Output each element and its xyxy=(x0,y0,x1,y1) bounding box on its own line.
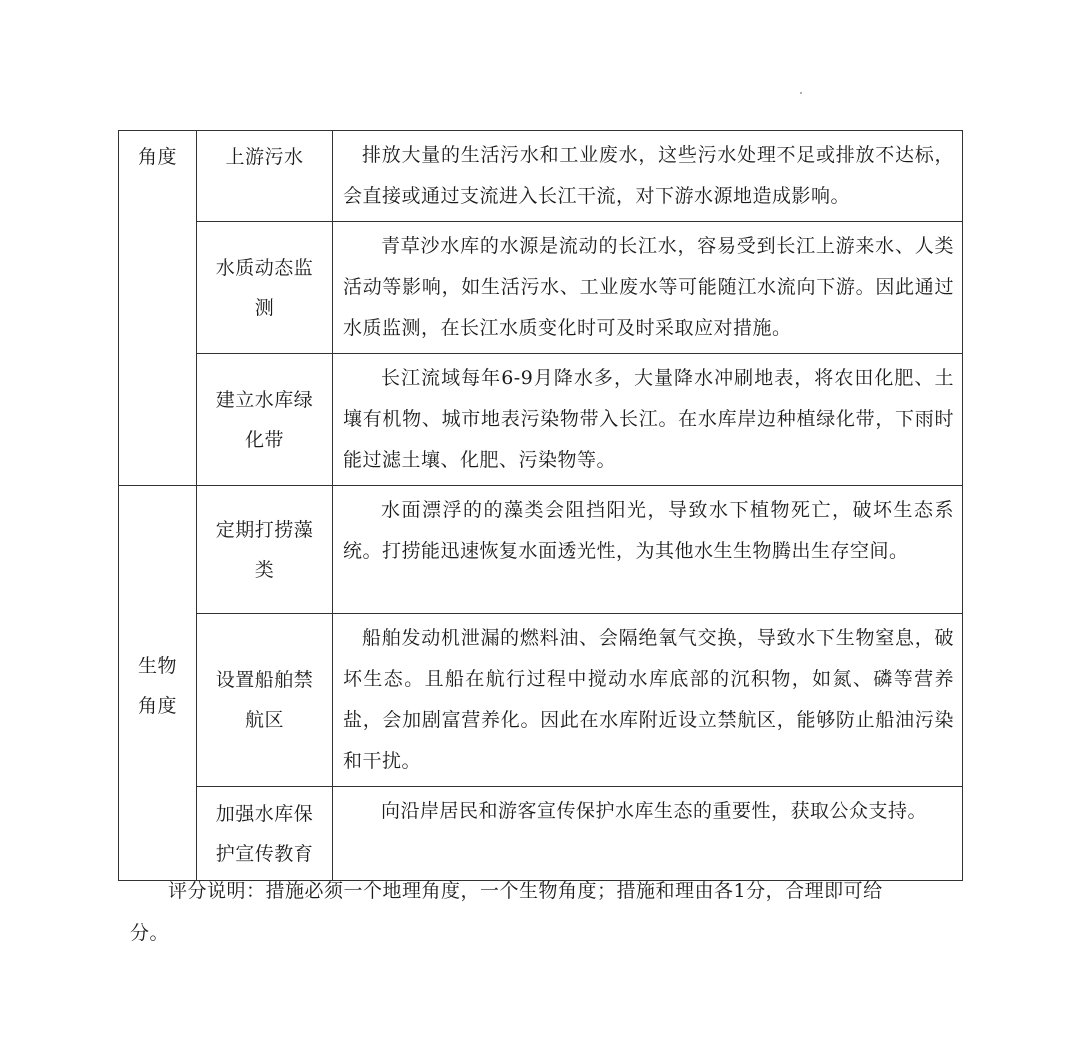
table-row xyxy=(119,787,963,881)
measure-label: 定期打捞藻类 xyxy=(215,518,314,581)
table-row xyxy=(119,486,963,614)
measure-label: 上游污水 xyxy=(225,146,304,168)
reason-text: 船舶发动机泄漏的燃料油、会隔绝氧气交换，导致水下生物窒息，破坏生态。且船在航行过程中搅动水库底部的沉积物，如氮、磷等营养盐，会加剧富营养化。因此在水库附近设立禁航区，能够防止船油污染和干扰。 xyxy=(343,627,954,772)
table-row xyxy=(119,222,963,354)
reason-cell xyxy=(333,222,963,354)
reason-text: 青草沙水库的水源是流动的长江水，容易受到长江上游来水、人类活动等影响，如生活污水、工业废水等可能随江水流向下游。因此通过水质监测，在长江水质变化时可及时采取应对措施。 xyxy=(343,235,954,339)
reason-cell xyxy=(333,354,963,486)
measure-cell xyxy=(197,131,333,222)
reason-cell xyxy=(333,486,963,614)
table-row xyxy=(119,354,963,486)
aspect-label: 生物角度 xyxy=(137,655,177,717)
reason-text: 长江流域每年6-9月降水多，大量降水冲刷地表，将农田化肥、土壤有机物、城市地表污染物带入长江。在水库岸边种植绿化带，下雨时能过滤土壤、化肥、污染物等。 xyxy=(343,367,954,471)
reason-cell xyxy=(333,787,963,881)
reason-cell xyxy=(333,614,963,787)
measure-cell xyxy=(197,787,333,881)
measure-cell xyxy=(197,486,333,614)
measure-label: 加强水库保护宣传教育 xyxy=(215,802,314,865)
answer-table xyxy=(118,130,963,881)
measure-label: 建立水库绿化带 xyxy=(215,388,314,451)
measure-label: 设置船舶禁航区 xyxy=(215,669,314,731)
aspect-label: 角度 xyxy=(137,146,177,168)
measure-label: 水质动态监测 xyxy=(215,256,314,319)
measure-cell xyxy=(197,354,333,486)
measure-cell xyxy=(197,222,333,354)
scoring-note: 评分说明：措施必须一个地理角度，一个生物角度；措施和理由各1分，合理即可给分。 xyxy=(130,880,883,944)
reason-text: 向沿岸居民和游客宣传保护水库生态的重要性，获取公众支持。 xyxy=(381,800,928,822)
aspect-cell xyxy=(119,131,197,486)
reason-text: 排放大量的生活污水和工业废水，这些污水处理不足或排放不达标，会直接或通过支流进入长江干流，对下游水源地造成影响。 xyxy=(343,144,954,207)
measure-cell xyxy=(197,614,333,787)
scan-speck xyxy=(800,92,802,94)
reason-text: 水面漂浮的的藻类会阻挡阳光，导致水下植物死亡，破坏生态系统。打捞能迅速恢复水面透光性，为其他水生生物腾出生存空间。 xyxy=(343,499,954,562)
table-row xyxy=(119,614,963,787)
aspect-cell xyxy=(119,486,197,881)
table-row xyxy=(119,131,963,222)
reason-cell xyxy=(333,131,963,222)
